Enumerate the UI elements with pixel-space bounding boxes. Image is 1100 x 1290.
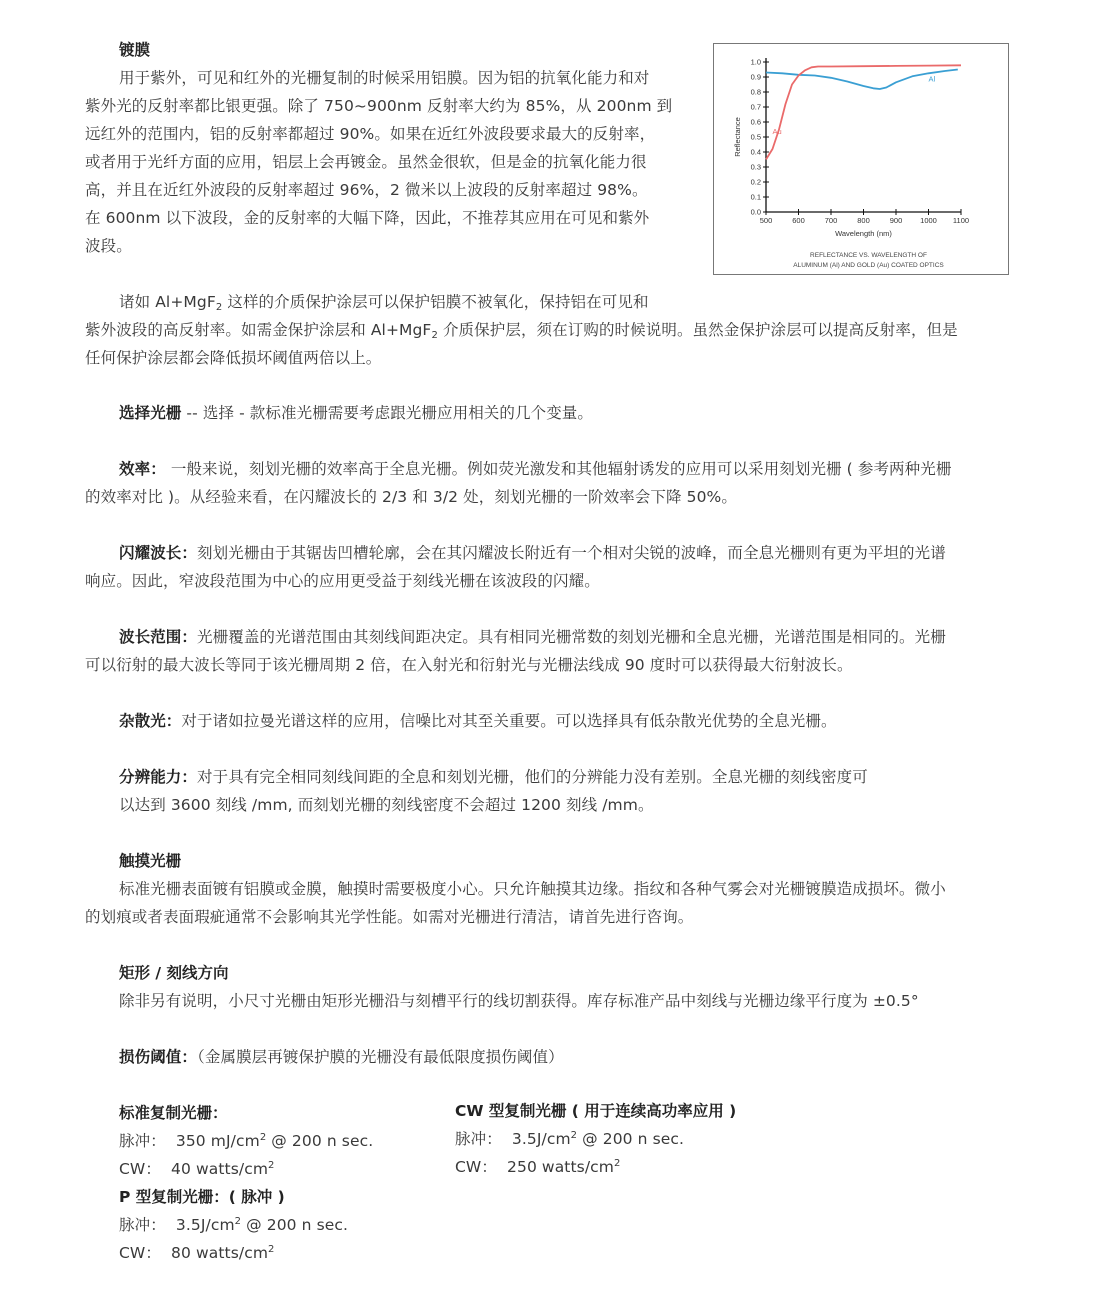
x-tick-label: 1000 bbox=[920, 216, 937, 225]
x-axis-label: Wavelength (nm) bbox=[835, 229, 892, 238]
cw-value: 250 watts/cm bbox=[507, 1158, 614, 1176]
range-line-2: 可以衍射的最大波长等同于该光栅周期 2 倍，在入射光和衍射光与光栅法线成 90 度时可以获得最大衍射波长。 bbox=[85, 656, 853, 674]
chart-caption-line-1: REFLECTANCE VS. WAVELENGTH OF bbox=[810, 252, 927, 259]
damage-text: （金属膜层再镀保护膜的光栅没有最低限度损伤阈值） bbox=[197, 1048, 564, 1066]
orientation-title: 矩形 / 刻线方向 bbox=[119, 964, 229, 982]
stray-text: 对于诸如拉曼光谱这样的应用，信噪比对其至关重要。可以选择具有低杂散光优势的全息光栅。 bbox=[181, 712, 837, 730]
standard-pulse bbox=[119, 1127, 373, 1155]
cw-label: CW： bbox=[119, 1160, 161, 1178]
protect-line-3: 任何保护涂层都会降低损坏阈值两倍以上。 bbox=[85, 349, 382, 367]
y-tick-label: 0.1 bbox=[750, 192, 761, 202]
y-tick-label: 0.6 bbox=[750, 117, 761, 127]
y-tick-label: 0.8 bbox=[750, 87, 761, 97]
cw-label: CW： bbox=[455, 1158, 497, 1176]
pulse-label: 脉冲： bbox=[119, 1216, 166, 1234]
cwtype-grating-title: CW 型复制光栅 ( 用于连续高功率应用 ) bbox=[455, 1102, 737, 1120]
protect-text: 紫外波段的高反射率。如需金保护涂层和 Al+MgF bbox=[85, 321, 432, 339]
coating-line-6: 在 600nm 以下波段，金的反射率的大幅下降，因此，不推荐其应用在可见和紫外 bbox=[85, 209, 650, 227]
coating-line-4: 或者用于光纤方面的应用，铝层上会再镀金。虽然金很软，但是金的抗氧化能力很 bbox=[85, 153, 647, 171]
efficiency-line-1 bbox=[119, 455, 951, 483]
x-tick-label: 700 bbox=[824, 216, 838, 225]
touch-line-1: 标准光栅表面镀有铝膜或金膜，触摸时需要极度小心。只允许触摸其边缘。指纹和各种气雾会对光栅镀膜造成损坏。微小 bbox=[119, 880, 946, 898]
resolution-title: 分辨能力： bbox=[119, 768, 198, 786]
subscript: 2 bbox=[431, 330, 438, 341]
chart-caption-line-2: ALUMINUM (Al) AND GOLD (Au) COATED OPTICS bbox=[793, 262, 944, 269]
coating-line-7: 波段。 bbox=[85, 237, 132, 255]
stray-paragraph bbox=[119, 707, 837, 735]
x-tick-label: 600 bbox=[792, 216, 805, 225]
range-title: 波长范围： bbox=[119, 628, 198, 646]
y-tick-label: 1.0 bbox=[750, 57, 761, 67]
pulse-tail: @ 200 n sec. bbox=[577, 1130, 685, 1148]
ptype-pulse bbox=[119, 1211, 348, 1239]
selection-title: 选择光栅 bbox=[119, 404, 182, 422]
selection-text: -- 选择 - 款标准光栅需要考虑跟光栅应用相关的几个变量。 bbox=[181, 404, 593, 422]
reflectance-chart-svg bbox=[714, 44, 1007, 273]
pulse-tail: @ 200 n sec. bbox=[266, 1132, 374, 1150]
standard-grating-title: 标准复制光栅： bbox=[119, 1104, 228, 1122]
resolution-line-1 bbox=[119, 763, 868, 791]
cw-value: 80 watts/cm bbox=[171, 1244, 269, 1262]
pulse-label: 脉冲： bbox=[455, 1130, 502, 1148]
x-tick-label: 1100 bbox=[952, 216, 970, 225]
blaze-line-2: 响应。因此，窄波段范围为中心的应用更受益于刻线光栅在该波段的闪耀。 bbox=[85, 572, 600, 590]
coating-line-5: 高，并且在近红外波段的反射率超过 96%，2 微米以上波段的反射率超过 98%。 bbox=[85, 181, 648, 199]
pulse-value: 350 mJ/cm bbox=[175, 1132, 260, 1150]
y-tick-label: 0.4 bbox=[750, 147, 761, 157]
pulse-value: 3.5J/cm bbox=[175, 1216, 235, 1234]
protect-text: 诸如 Al+MgF bbox=[119, 293, 216, 311]
y-tick-label: 0.7 bbox=[750, 102, 761, 112]
resolution-line-2: 以达到 3600 刻线 /mm, 而刻划光栅的刻线密度不会超过 1200 刻线 /mm。 bbox=[119, 796, 654, 814]
blaze-text: 刻划光栅由于其锯齿凹槽轮廓，会在其闪耀波长附近有一个相对尖锐的波峰，而全息光栅则有更为平坦的光谱 bbox=[197, 544, 946, 562]
touch-line-2: 的划痕或者表面瑕疵通常不会影响其光学性能。如需对光栅进行清洁，请首先进行咨询。 bbox=[85, 908, 694, 926]
coating-line-2: 紫外光的反射率都比银更强。除了 750~900nm 反射率大约为 85%，从 200nm 到 bbox=[85, 97, 673, 115]
range-text: 光栅覆盖的光谱范围由其刻线间距决定。具有相同光栅常数的刻划光栅和全息光栅，光谱范围是相同的。光栅 bbox=[197, 628, 946, 646]
superscript: 2 bbox=[259, 1132, 267, 1143]
cw-label: CW： bbox=[119, 1244, 161, 1262]
standard-cw bbox=[119, 1155, 274, 1183]
subscript: 2 bbox=[215, 302, 223, 313]
pulse-label: 脉冲： bbox=[119, 1132, 166, 1150]
cwtype-cw bbox=[455, 1153, 620, 1181]
blaze-title: 闪耀波长： bbox=[119, 544, 198, 562]
series-label-au: Au bbox=[772, 127, 782, 136]
section-title-coating: 镀膜 bbox=[119, 41, 151, 59]
resolution-text: 对于具有完全相同刻线间距的全息和刻划光栅，他们的分辨能力没有差别。全息光栅的刻线密度可 bbox=[197, 768, 868, 786]
cw-value: 40 watts/cm bbox=[171, 1160, 269, 1178]
x-tick-label: 500 bbox=[759, 216, 773, 225]
protect-line-1 bbox=[119, 288, 649, 316]
coating-line-3: 远红外的范围内，铝的反射率都超过 90%。如果在近红外波段要求最大的反射率， bbox=[85, 125, 656, 143]
y-tick-label: 0.3 bbox=[750, 162, 761, 172]
x-tick-label: 800 bbox=[857, 216, 870, 225]
coating-line-1: 用于紫外，可见和红外的光栅复制的时候采用铝膜。因为铝的抗氧化能力和对 bbox=[119, 69, 650, 87]
cwtype-pulse bbox=[455, 1125, 684, 1153]
superscript: 2 bbox=[613, 1158, 621, 1169]
x-tick-label: 900 bbox=[889, 216, 903, 225]
superscript: 2 bbox=[570, 1130, 578, 1141]
range-line-1 bbox=[119, 623, 946, 651]
stray-title: 杂散光： bbox=[119, 712, 182, 730]
blaze-line-1 bbox=[119, 539, 946, 567]
reflectance-chart bbox=[713, 43, 1009, 275]
y-tick-label: 0.9 bbox=[750, 72, 761, 82]
superscript: 2 bbox=[268, 1160, 275, 1171]
efficiency-line-2: 的效率对比 )。从经验来看，在闪耀波长的 2/3 和 3/2 处，刻划光栅的一阶效率会下降 50%。 bbox=[85, 488, 737, 506]
efficiency-text: 一般来说，刻划光栅的效率高于全息光栅。例如荧光激发和其他辐射诱发的应用可以采用刻划光栅 ( 参考两种光栅 bbox=[165, 460, 952, 478]
efficiency-title: 效率： bbox=[119, 460, 166, 478]
ptype-cw bbox=[119, 1239, 274, 1267]
damage-paragraph bbox=[119, 1043, 564, 1071]
y-axis-label: Reflectance bbox=[733, 117, 742, 157]
y-tick-label: 0.2 bbox=[750, 177, 761, 187]
ptype-grating-title: P 型复制光栅：( 脉冲 ) bbox=[119, 1188, 285, 1206]
protect-text: 这样的介质保护涂层可以保护铝膜不被氧化，保持铝在可见和 bbox=[222, 293, 649, 311]
protect-text: 介质保护层，须在订购的时候说明。虽然金保护涂层可以提高反射率，但是 bbox=[437, 321, 958, 339]
orientation-text: 除非另有说明，小尺寸光栅由矩形光栅沿与刻槽平行的线切割获得。库存标准产品中刻线与光栅边缘平行度为 ±0.5° bbox=[119, 992, 919, 1010]
series-label-al: Al bbox=[928, 74, 936, 84]
pulse-value: 3.5J/cm bbox=[511, 1130, 571, 1148]
selection-paragraph bbox=[119, 399, 593, 427]
superscript: 2 bbox=[268, 1244, 275, 1255]
touch-title: 触摸光栅 bbox=[119, 852, 182, 870]
pulse-tail: @ 200 n sec. bbox=[241, 1216, 349, 1234]
y-tick-label: 0.5 bbox=[750, 132, 761, 142]
superscript: 2 bbox=[234, 1216, 242, 1227]
damage-title: 损伤阈值： bbox=[119, 1048, 198, 1066]
protect-line-2 bbox=[85, 316, 958, 344]
y-tick-label: 0.0 bbox=[750, 207, 761, 217]
